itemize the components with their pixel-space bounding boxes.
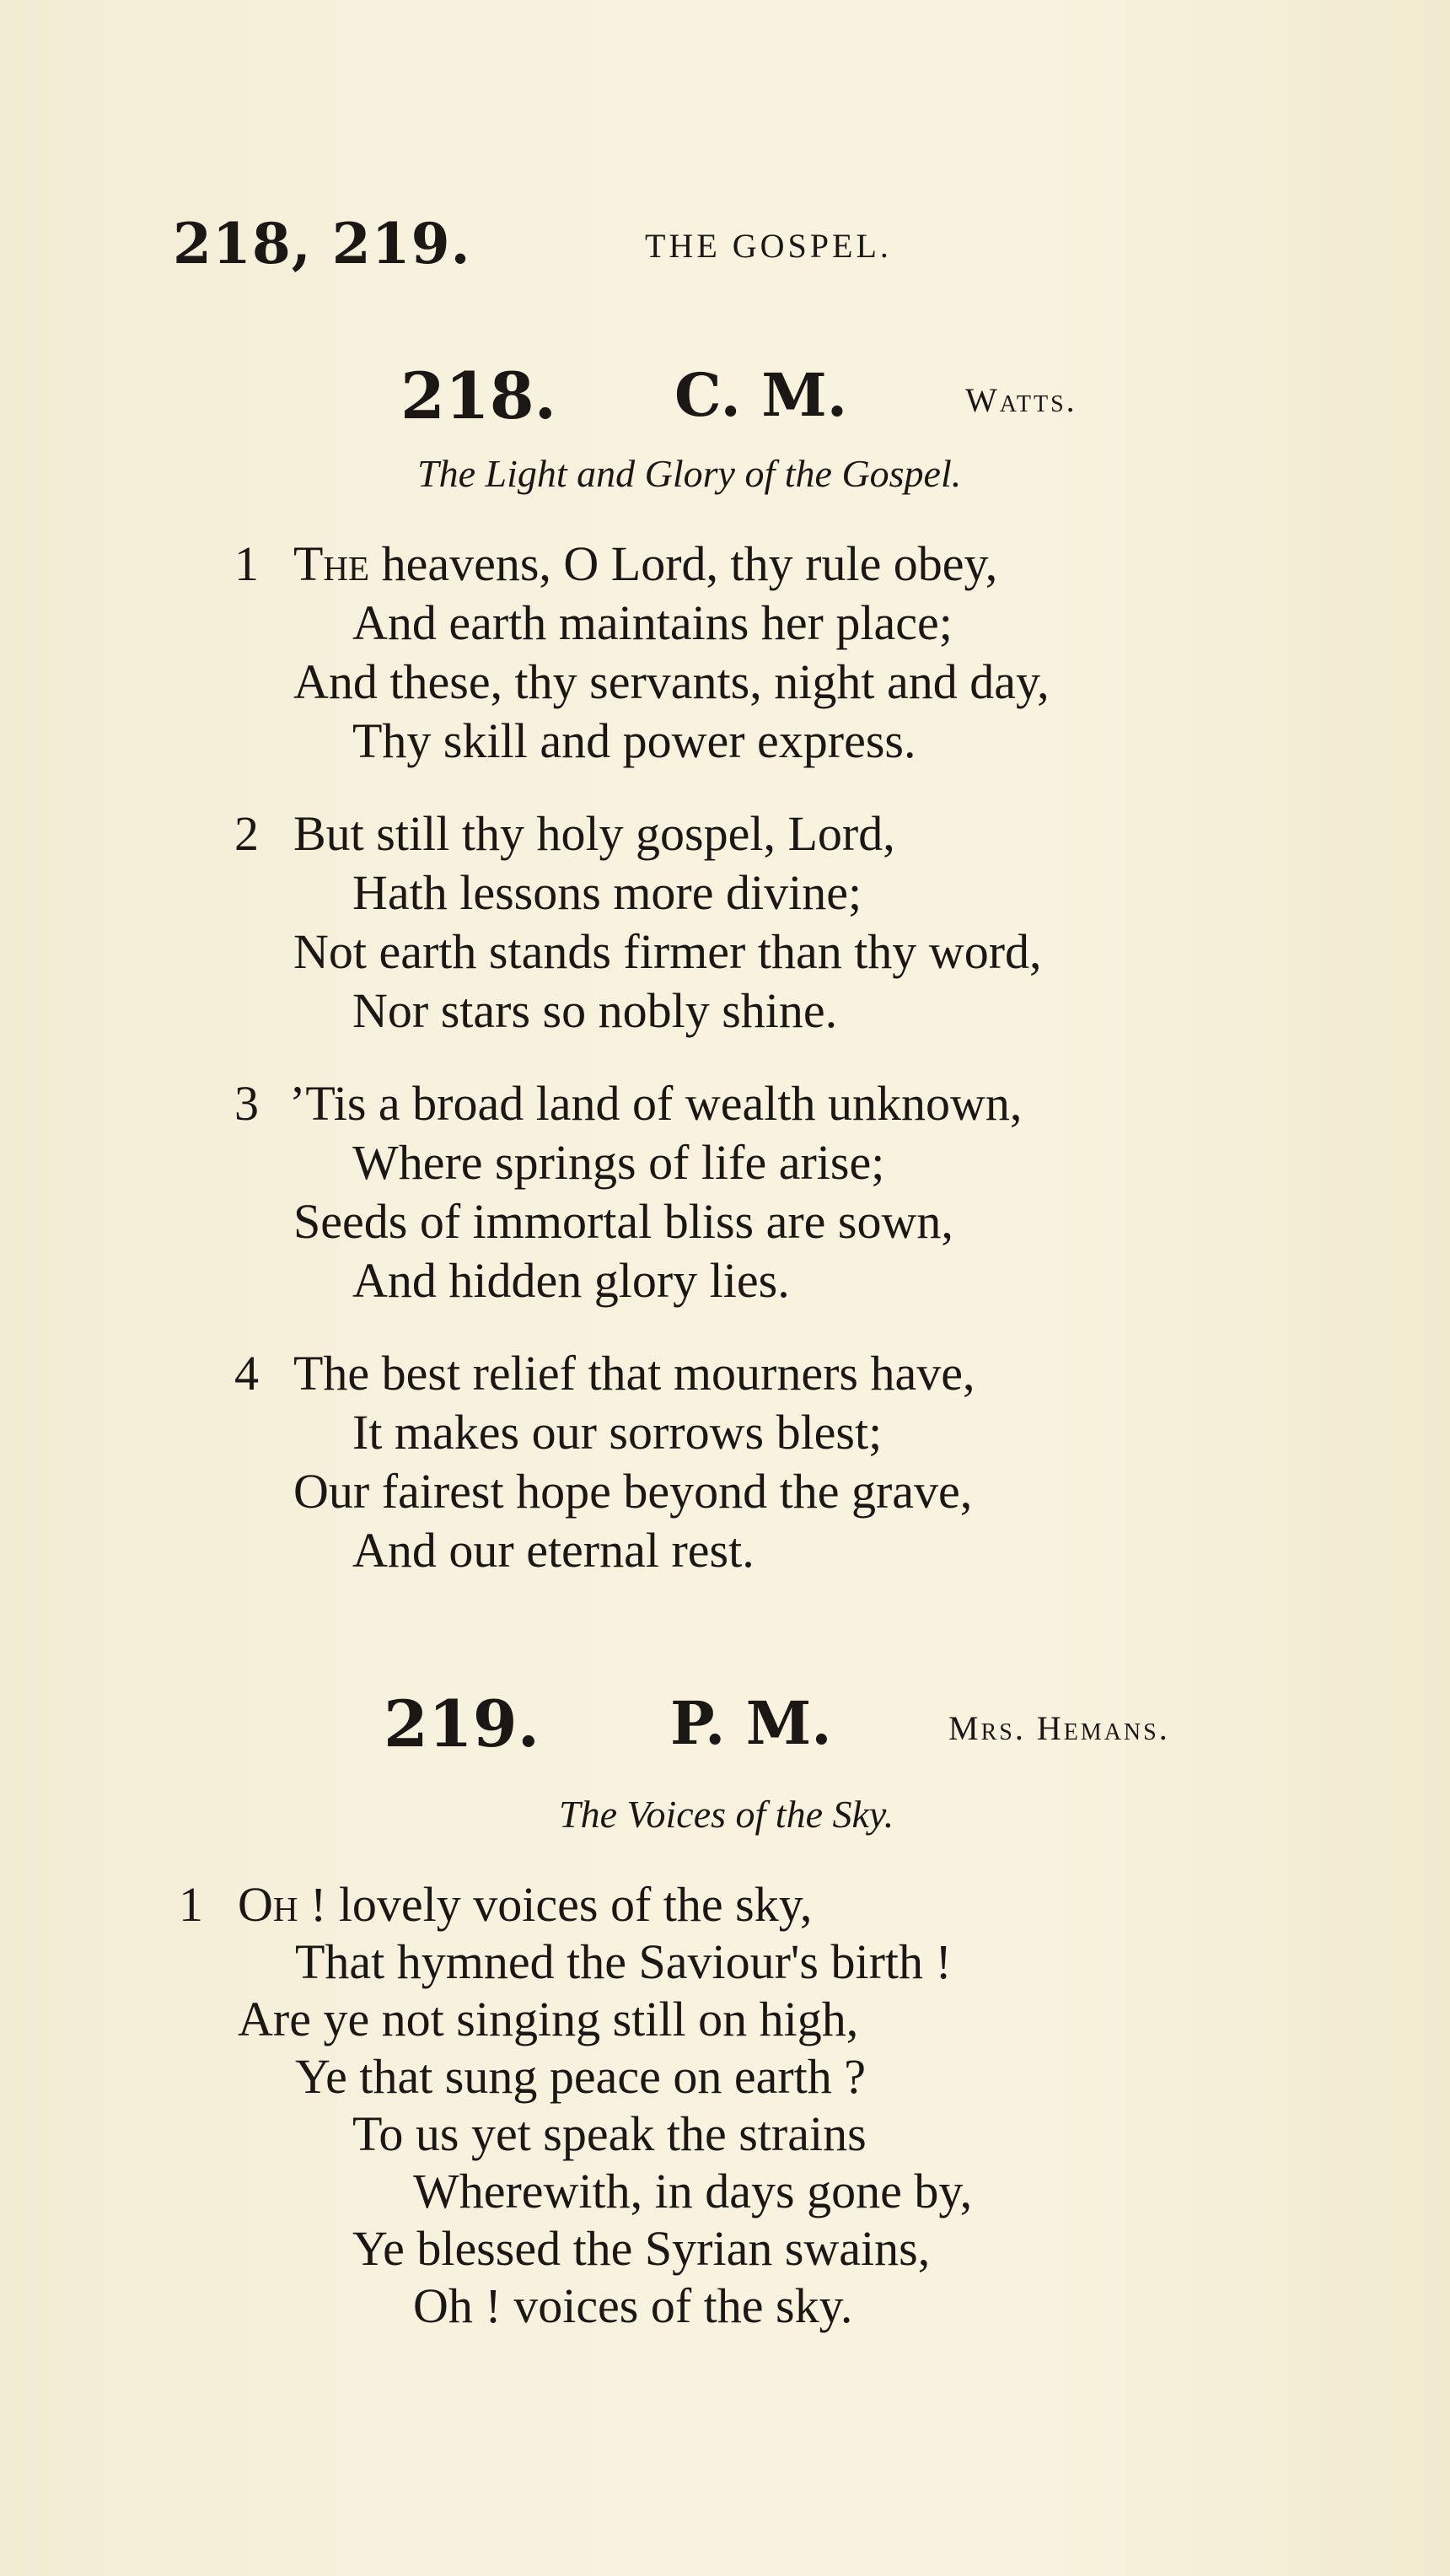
running-head <box>173 211 1100 278</box>
page-numbers: 218, 219. <box>173 211 471 277</box>
hymn-number: 218. <box>400 358 557 433</box>
verse-line: ’Tis a broad land of wealth unknown, <box>289 1076 1023 1131</box>
hymn-meter: P. M. <box>670 1688 832 1758</box>
verse-line: Oh ! voices of the sky. <box>413 2278 853 2333</box>
verse-line: And earth maintains her place; <box>352 595 953 650</box>
stanza-number: 2 <box>234 806 259 861</box>
verse-line: The heavens, O Lord, thy rule obey, <box>293 536 998 591</box>
stanza-number: 4 <box>234 1346 259 1401</box>
hymn-219-subtitle: The Voices of the Sky. <box>559 1793 894 1836</box>
verse-line: Seeds of immortal bliss are sown, <box>293 1194 953 1249</box>
verse-line: Nor stars so nobly shine. <box>352 983 838 1038</box>
verse-line: But still thy holy gospel, Lord, <box>293 806 895 861</box>
stanza-number: 1 <box>234 536 259 591</box>
verse-line: Oh ! lovely voices of the sky, <box>238 1877 813 1932</box>
verse-line: It makes our sorrows blest; <box>352 1405 883 1460</box>
hymn-author: Watts. <box>965 381 1077 419</box>
first-word: The <box>293 536 370 591</box>
verse-line: Ye blessed the Syrian swains, <box>352 2221 931 2276</box>
hymn-218-subtitle: The Light and Glory of the Gospel. <box>417 452 962 495</box>
verse-line: Our fairest hope beyond the grave, <box>293 1464 973 1519</box>
verse-line: And hidden glory lies. <box>352 1253 790 1308</box>
verse-line: And these, thy servants, night and day, <box>293 654 1050 709</box>
verse-line: The best relief that mourners have, <box>293 1346 975 1401</box>
hymn-meter: C. M. <box>674 360 848 430</box>
verse-line: Are ye not singing still on high, <box>238 1992 859 2046</box>
verse-line: Where springs of life arise; <box>352 1135 885 1190</box>
hymn-219-header <box>384 1686 1227 1762</box>
verse-line: Not earth stands firmer than thy word, <box>293 924 1042 979</box>
hymn-218-header <box>400 358 1159 434</box>
hymn-author: Mrs. Hemans. <box>948 1709 1170 1747</box>
verse-line: And our eternal rest. <box>352 1523 755 1578</box>
verse-line: Ye that sung peace on earth ? <box>295 2049 866 2104</box>
verse-line: That hymned the Saviour's birth ! <box>295 1934 952 1989</box>
verse-line: To us yet speak the strains <box>352 2106 867 2161</box>
verse-line: Thy skill and power express. <box>352 713 916 768</box>
hymn-number: 219. <box>384 1686 540 1761</box>
verse-line: Wherewith, in days gone by, <box>413 2164 973 2218</box>
verse-line: Hath lessons more divine; <box>352 865 862 920</box>
running-title: THE GOSPEL. <box>645 227 892 265</box>
stanza-number: 1 <box>179 1877 203 1932</box>
first-word: Oh <box>238 1877 298 1932</box>
stanza-number: 3 <box>234 1076 259 1131</box>
